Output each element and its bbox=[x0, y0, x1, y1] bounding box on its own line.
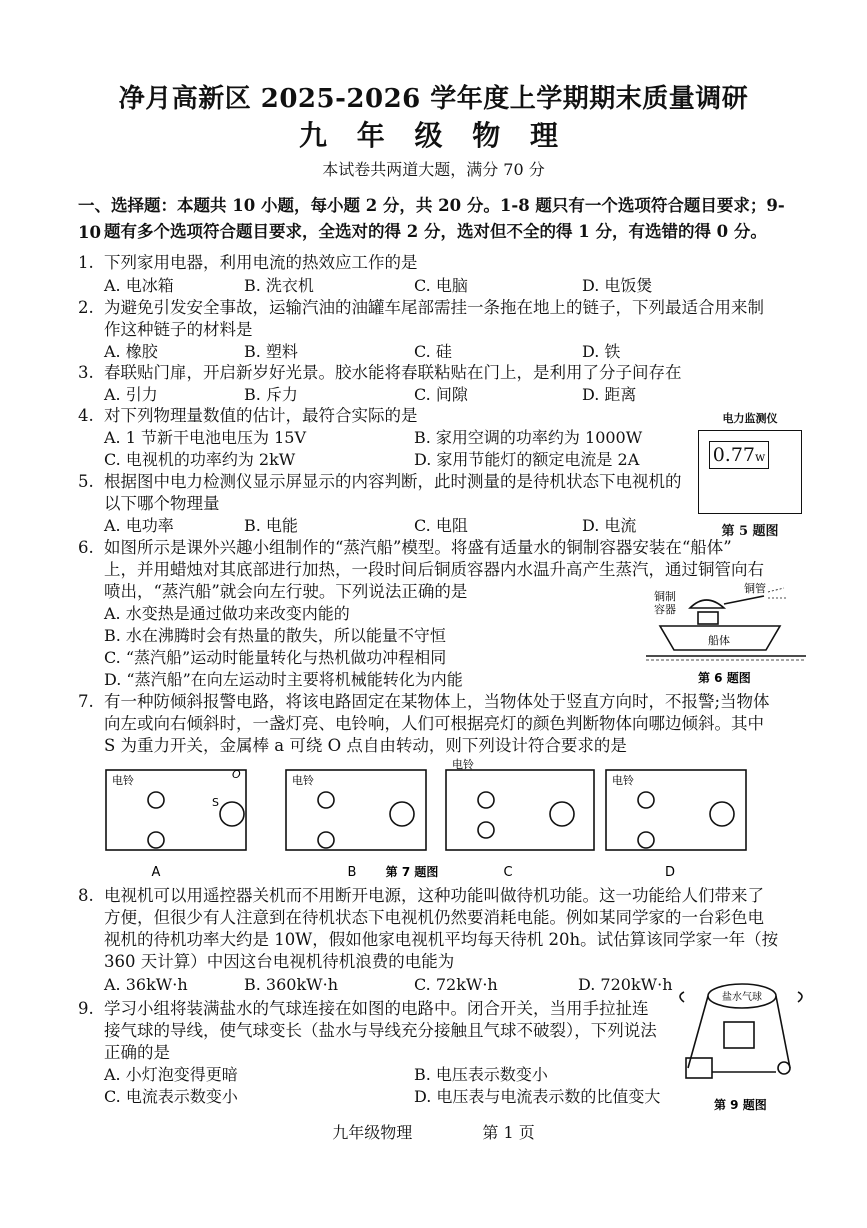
q8-number: 8. bbox=[78, 886, 94, 905]
q2-option-c[interactable]: C. 硅 bbox=[414, 342, 452, 361]
q2-stem-line1: 为避免引发安全事故，运输汽油的油罐车尾部需挂一条拖在地上的链子，下列最适合用来制 bbox=[104, 298, 764, 317]
pivot-label: O bbox=[232, 768, 241, 781]
q7-stem-line1: 有一种防倾斜报警电路，将该电路固定在某物体上，当物体处于竖直方向时，不报警;当物体 bbox=[104, 692, 770, 711]
q4-option-a[interactable]: A. 1 节新干电池电压为 15V bbox=[104, 428, 306, 447]
q2-stem-line2: 作这种链子的材料是 bbox=[104, 320, 253, 339]
footer-page: 第 1 页 bbox=[482, 1123, 535, 1142]
q6-option-b[interactable]: B. 水在沸腾时会有热量的散失，所以能量不守恒 bbox=[104, 626, 446, 645]
copper-container bbox=[690, 600, 724, 608]
monitor-reading: 0.77 bbox=[712, 444, 756, 466]
q9-stem-line1: 学习小组将装满盐水的气球连接在如图的电路中。闭合开关，当用手拉扯连 bbox=[104, 999, 649, 1018]
voltmeter-icon bbox=[724, 1022, 754, 1048]
lamp-l2-icon bbox=[148, 832, 164, 848]
figure-7-caption: 第 7 题图 bbox=[385, 865, 439, 879]
q5-stem-line2: 以下哪个物理量 bbox=[104, 494, 220, 513]
q2-number: 2. bbox=[78, 298, 94, 317]
q4-number: 4. bbox=[78, 406, 94, 425]
monitor-header: 电力监测仪 bbox=[722, 412, 778, 425]
circuit-d-label: D bbox=[664, 865, 676, 880]
q8-stem-line1: 电视机可以用遥控器关机而不用断开电源，这种功能叫做待机功能。这一功能给人们带来了 bbox=[104, 886, 764, 905]
q9-option-c[interactable]: C. 电流表示数变小 bbox=[104, 1087, 238, 1106]
q1-number: 1. bbox=[78, 253, 94, 272]
lamp-l1-icon bbox=[318, 792, 334, 808]
q3-stem: 春联贴门扉，开启新岁好光景。胶水能将春联粘贴在门上，是利用了分子间存在 bbox=[104, 363, 682, 382]
q4-option-c[interactable]: C. 电视机的功率约为 2kW bbox=[104, 450, 296, 469]
q6-stem-line1: 如图所示是课外兴趣小组制作的“蒸汽船”模型。将盛有适量水的铜制容器安装在“船体” bbox=[104, 538, 732, 557]
figure-7-circuits bbox=[96, 758, 776, 880]
q6-option-c[interactable]: C. “蒸汽船”运动时能量转化与热机做功冲程相同 bbox=[104, 648, 447, 667]
left-hand-icon bbox=[680, 992, 684, 1002]
q6-number: 6. bbox=[78, 538, 94, 557]
subject-title: 九 年 级 物 理 bbox=[299, 119, 568, 152]
q7-stem-line3: S 为重力开关，金属棒 a 可绕 O 点自由转动，则下列设计符合要求的是 bbox=[104, 736, 627, 755]
switch-label: S bbox=[212, 796, 219, 809]
gravity-switch-icon bbox=[710, 802, 734, 826]
q8-option-b[interactable]: B. 360kW·h bbox=[244, 975, 338, 994]
q9-option-d[interactable]: D. 电压表与电流表示数的比值变大 bbox=[414, 1087, 661, 1106]
circuit-b-label: B bbox=[347, 865, 357, 880]
q6-option-d[interactable]: D. “蒸汽船”在向左运动时主要将机械能转化为内能 bbox=[104, 670, 463, 689]
q7-stem-line2: 向左或向右倾斜时，一盏灯亮、电铃响，人们可根据亮灯的颜色判断物体向哪边倾斜。其中 bbox=[104, 714, 764, 733]
right-hand-icon bbox=[798, 992, 802, 1002]
exam-title: 净月高新区 2025-2026 学年度上学期期末质量调研 bbox=[118, 84, 749, 114]
q9-stem-line3: 正确的是 bbox=[104, 1043, 170, 1062]
figure-5-caption: 第 5 题图 bbox=[721, 524, 779, 539]
q8-stem-line4: 360 天计算）中因这台电视机待机浪费的电能为 bbox=[104, 952, 455, 971]
q8-option-a[interactable]: A. 36kW·h bbox=[104, 975, 188, 994]
figure-6-steamboat bbox=[646, 580, 806, 690]
label-container-1: 铜制 bbox=[654, 590, 676, 603]
q6-stem-line3: 喷出，“蒸汽船”就会向左行驶。下列说法正确的是 bbox=[104, 582, 468, 601]
q4-option-d[interactable]: D. 家用节能灯的额定电流是 2A bbox=[414, 450, 640, 469]
q6-option-a[interactable]: A. 水变热是通过做功来改变内能的 bbox=[104, 604, 350, 623]
q1-option-c[interactable]: C. 电脑 bbox=[414, 276, 468, 295]
section1-line2: 题有多个选项符合题目要求，全选对的得 2 分，选对但不全的得 1 分，有选错的得 0 分。 bbox=[104, 222, 767, 241]
circuit-c-label: C bbox=[503, 865, 513, 880]
figure-6-caption: 第 6 题图 bbox=[698, 671, 751, 685]
q1-stem: 下列家用电器，利用电流的热效应工作的是 bbox=[104, 253, 418, 272]
q5-option-a[interactable]: A. 电功率 bbox=[104, 516, 174, 535]
monitor-display bbox=[709, 441, 769, 469]
lamp-l1-icon bbox=[148, 792, 164, 808]
q6-stem-line2: 上，并用蜡烛对其底部进行加热，一段时间后铜质容器内水温升高产生蒸汽，通过铜管向右 bbox=[104, 560, 764, 579]
steam-icon bbox=[768, 588, 784, 592]
footer-subject: 九年级物理 bbox=[332, 1123, 413, 1142]
copper-pipe bbox=[724, 596, 764, 604]
q2-option-d[interactable]: D. 铁 bbox=[582, 342, 621, 361]
label-container-2: 容器 bbox=[654, 603, 676, 616]
lamp-l1-icon bbox=[638, 792, 654, 808]
lamp-l2-icon bbox=[638, 832, 654, 848]
q2-option-b[interactable]: B. 塑料 bbox=[244, 342, 298, 361]
q9-number: 9. bbox=[78, 999, 94, 1018]
q3-option-a[interactable]: A. 引力 bbox=[104, 385, 158, 404]
q3-option-c[interactable]: C. 间隙 bbox=[414, 385, 468, 404]
gravity-switch-icon bbox=[390, 802, 414, 826]
q9-stem-line2: 接气球的导线，使气球变长（盐水与导线充分接触且气球不破裂），下列说法 bbox=[104, 1021, 657, 1040]
q3-number: 3. bbox=[78, 363, 94, 382]
circuit-a-label: A bbox=[151, 865, 161, 880]
lamp-l1-icon bbox=[478, 792, 494, 808]
q5-option-d[interactable]: D. 电流 bbox=[582, 516, 637, 535]
candle-icon bbox=[698, 612, 718, 624]
q4-option-b[interactable]: B. 家用空调的功率约为 1000W bbox=[414, 428, 643, 447]
figure-9-balloon-circuit bbox=[672, 978, 806, 1114]
label-pipe: 铜管 bbox=[744, 582, 766, 595]
exam-subtitle: 本试卷共两道大题，满分 70 分 bbox=[322, 160, 545, 179]
q9-option-a[interactable]: A. 小灯泡变得更暗 bbox=[104, 1065, 238, 1084]
page-footer bbox=[0, 1120, 867, 1143]
q2-option-a[interactable]: A. 橡胶 bbox=[104, 342, 158, 361]
q9-option-b[interactable]: B. 电压表示数变小 bbox=[414, 1065, 548, 1084]
q5-stem-line1: 根据图中电力检测仪显示屏显示的内容判断，此时测量的是待机状态下电视机的 bbox=[104, 472, 682, 491]
q1-option-d[interactable]: D. 电饭煲 bbox=[582, 276, 653, 295]
bell-label: 电铃 bbox=[292, 774, 314, 787]
power-monitor bbox=[698, 430, 802, 514]
q8-option-d[interactable]: D. 720kW·h bbox=[578, 975, 673, 994]
bell-label: 电铃 bbox=[112, 774, 134, 787]
q7-number: 7. bbox=[78, 692, 94, 711]
circuit-b[interactable] bbox=[286, 770, 426, 880]
figure-5 bbox=[698, 410, 802, 539]
figure-9-caption: 第 9 题图 bbox=[714, 1098, 767, 1112]
bulb-icon bbox=[778, 1062, 790, 1074]
bell-label: 电铃 bbox=[612, 774, 634, 787]
label-hull: 船体 bbox=[708, 634, 730, 647]
q4-stem: 对下列物理量数值的估计，最符合实际的是 bbox=[104, 406, 418, 425]
circuit-d[interactable] bbox=[606, 770, 746, 880]
section1-line1: 一、选择题：本题共 10 小题，每小题 2 分，共 20 分。1-8 题只有一个选项符合题目要求；9-10 bbox=[78, 196, 785, 242]
q3-option-b[interactable]: B. 斥力 bbox=[244, 385, 298, 404]
q8-stem-line2: 方便，但很少有人注意到在待机状态下电视机仍然要消耗电能。例如某同学家的一台彩色电 bbox=[104, 908, 764, 927]
q1-option-a[interactable]: A. 电冰箱 bbox=[104, 276, 174, 295]
balloon-label: 盐水气球 bbox=[722, 992, 762, 1003]
circuit-c[interactable] bbox=[446, 758, 594, 880]
q5-option-c[interactable]: C. 电阻 bbox=[414, 516, 468, 535]
q3-option-d[interactable]: D. 距离 bbox=[582, 385, 637, 404]
gravity-switch-icon bbox=[220, 802, 244, 826]
q5-number: 5. bbox=[78, 472, 94, 491]
bell-label: 电铃 bbox=[452, 758, 474, 771]
q1-option-b[interactable]: B. 洗衣机 bbox=[244, 276, 314, 295]
q8-option-c[interactable]: C. 72kW·h bbox=[414, 975, 498, 994]
q5-option-b[interactable]: B. 电能 bbox=[244, 516, 298, 535]
q8-stem-line3: 视机的待机功率大约是 10W，假如他家电视机平均每天待机 20h。试估算该同学家一年（按 bbox=[104, 930, 779, 949]
circuit-a[interactable] bbox=[106, 768, 246, 880]
lamp-l2-icon bbox=[318, 832, 334, 848]
lamp-l2-icon bbox=[478, 822, 494, 838]
monitor-unit: w bbox=[755, 450, 766, 464]
gravity-switch-icon bbox=[550, 802, 574, 826]
